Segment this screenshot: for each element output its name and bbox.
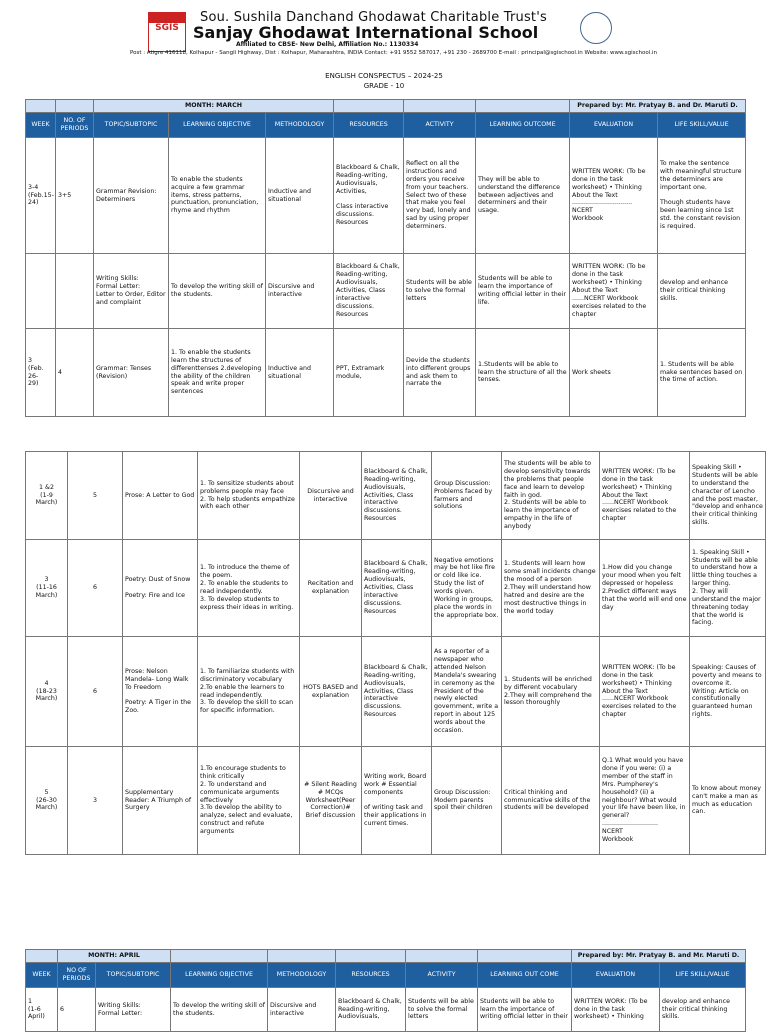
table-row [26, 452, 766, 540]
table-cell: Students will be able to learn the importance of writing official letter in their [478, 988, 572, 1032]
table-cell: Writing Skills: Formal Letter: [96, 988, 171, 1032]
table-cell: 3 [68, 747, 123, 855]
column-header: TOPIC/SUBTOPIC [96, 963, 171, 988]
doc-grade: GRADE - 10 [363, 82, 405, 90]
table-cell: The students will be able to develop sensitivity towards the problems that people face and learn to develop faith in god. 2. Students will be able to learn the importance of empathy in the life of anybody [502, 452, 600, 540]
table-cell: 1.How did you change your mood when you felt depressed or hopeless 2.Predict different ways that the world will end one day [600, 540, 690, 637]
table-cell: 1. To enable the students learn the structures of differenttenses 2.developing the ability of the children speak and write proper sentences [169, 329, 266, 417]
column-header: ACTIVITY [406, 963, 478, 988]
table-cell: To enable the students acquire a few grammar items, stress patterns, punctuation, pronunciation, rhyme and rhythm [169, 138, 266, 254]
table-cell: Q.1 What would you have done if you were: (i) a member of the staff in Mrs. Pumpherey's household? (ii) a neighbour? What would your life have been like, in general? ............................ NCERT Workbook [600, 747, 690, 855]
table-cell: 6 [58, 988, 96, 1032]
table-cell: Devide the students into different groups and ask them to narrate the [404, 329, 476, 417]
school-logo: SGIS [148, 12, 186, 52]
table-cell: 1 (1-6 April) [26, 988, 58, 1032]
column-header: TOPIC/SUBTOPIC [94, 113, 169, 138]
table-cell: 4 [56, 329, 94, 417]
table-cell: WRITTEN WORK: (To be done in the task worksheet) • Thinking [572, 988, 660, 1032]
month-label-april: MONTH: APRIL [58, 950, 171, 963]
column-header: METHODOLOGY [266, 113, 334, 138]
table-cell: 1. Students will be enriched by different vocabulary 2.They will comprehend the lesson thoroughly [502, 637, 600, 747]
table-cell: Poetry: Dust of Snow Poetry: Fire and Ice [123, 540, 198, 637]
table-cell: Discursive and interactive [266, 254, 334, 329]
column-header: LEARNING OUTCOME [476, 113, 570, 138]
table-cell: develop and enhance their critical thinking skills. [658, 254, 746, 329]
table-cell: 5 [68, 452, 123, 540]
table-cell: Blackboard & Chalk, Reading-writing, Audiovisuals, Activities, Class interactive discussions. Resources [362, 637, 432, 747]
table-row [26, 254, 746, 329]
table-cell: Grammar Revision: Determiners [94, 138, 169, 254]
column-header: LIFE SKILL/VALUE [658, 113, 746, 138]
table-cell: # Silent Reading # MCQs Worksheet(Peer Correction)# Brief discussion [300, 747, 362, 855]
table-cell: 1. Speaking Skill • Students will be able to understand how a little thing touches a larger thing. 2. They will understand the major threatening today that the world is facing. [690, 540, 766, 637]
prepared-by-april: Prepared by: Mr. Pratyay B. and Mr. Maruti D. [572, 950, 746, 963]
table-cell: Discursive and interactive [300, 452, 362, 540]
table-cell: 1. To sensitize students about problems people may face 2. To help students empathize with each other [198, 452, 300, 540]
table-cell: Critical thinking and communicative skills of the students will be developed [502, 747, 600, 855]
table-cell: Speaking: Causes of poverty and means to overcome it. Writing: Article on constitutionally guaranteed human rights. [690, 637, 766, 747]
table-cell: To know about money can't make a man as much as education can. [690, 747, 766, 855]
contact-line: Post : Atigre 416118, Kolhapur - Sangli Highway, Dist : Kolhapur, Maharashtra, INDIA Contact: +91 9552 587017, +91 230 - 2689700 E-mail : principal@sgischool.in Website: www.sgischool.in [130, 50, 658, 56]
cbse-emblem-icon [580, 12, 612, 44]
table-cell: Writing work, Board work # Essential components of writing task and their applications in current times. [362, 747, 432, 855]
table-cell: Group Discussion: Problems faced by farmers and solutions [432, 452, 502, 540]
column-header: ACTIVITY [404, 113, 476, 138]
column-header: RESOURCES [336, 963, 406, 988]
table-cell: 4 (18-23 March) [26, 637, 68, 747]
table-cell: Grammar: Tenses (Revision) [94, 329, 169, 417]
table-cell: Negative emotions may be hot like fire or cold like ice. Study the list of words given. Working in groups, place the words in the appropriate box. [432, 540, 502, 637]
table-cell: Inductive and situational [266, 138, 334, 254]
table-cell: 6 [68, 637, 123, 747]
table-row [26, 637, 766, 747]
table-cell: 6 [68, 540, 123, 637]
table-cell: Speaking Skill • Students will be able to understand the character of Lencho and the post master, "develop and enhance their critical thinking skills. [690, 452, 766, 540]
doc-title: ENGLISH CONSPECTUS – 2024-25 [325, 72, 443, 80]
column-header: NO. OF PERIODS [56, 113, 94, 138]
table-cell: develop and enhance their critical thinking skills. [660, 988, 746, 1032]
table-cell: Inductive and situational [266, 329, 334, 417]
prepared-by: Prepared by: Mr. Pratyay B. and Dr. Maruti D. [570, 100, 746, 113]
table-cell: To develop the writing skill of the students. [171, 988, 268, 1032]
table-cell: Blackboard & Chalk, Reading-writing, Audiovisuals, Activities, Class interactive discussions. Resources [362, 540, 432, 637]
table-cell: Blackboard & Chalk, Reading-writing, Audiovisuals, Activities, Class interactive discussions. Resources [334, 138, 404, 254]
table-cell: 3 (11-16 March) [26, 540, 68, 637]
school-header [130, 10, 658, 56]
table-cell: Students will be able to solve the formal letters [404, 254, 476, 329]
table-cell: 3+5 [56, 138, 94, 254]
table-row [26, 988, 746, 1032]
table-cell [26, 254, 56, 329]
table-row [26, 329, 746, 417]
column-header: WEEK [26, 963, 58, 988]
april-plan-table [25, 949, 746, 1032]
table-cell: Work sheets [570, 329, 658, 417]
table-cell: Blackboard & Chalk, Reading-writing, Audiovisuals, Activities, Class interactive discussions. Resources [362, 452, 432, 540]
affiliation: Affiliated to CBSE- New Delhi, Affiliation No.: 1130334 [236, 41, 419, 48]
table-cell: Reflect on all the instructions and orders you receive from your teachers. Select two of these that make you feel very bad, lonely and sad by using proper determiners. [404, 138, 476, 254]
table-cell: They will be able to understand the difference between adjectives and determiners and their usage. [476, 138, 570, 254]
table-row [26, 747, 766, 855]
table-cell: 5 (26-30 March) [26, 747, 68, 855]
column-header: LEARNING OUT COME [478, 963, 572, 988]
table-cell: WRITTEN WORK: (To be done in the task worksheet) • Thinking About the Text ......NCERT Workbook exercises related to the chapter [600, 452, 690, 540]
table-cell: WRITTEN WORK: (To be done in the task worksheet) • Thinking About the Text ......NCERT Workbook exercises related to the chapter [600, 637, 690, 747]
table-cell: 1 &2 (1-9 March) [26, 452, 68, 540]
column-header: RESOURCES [334, 113, 404, 138]
table-cell: 3 (Feb. 26- 29) [26, 329, 56, 417]
column-header: METHODOLOGY [268, 963, 336, 988]
table-cell: Group Discussion: Modern parents spoil their children [432, 747, 502, 855]
march-plan-table-cont [25, 451, 766, 855]
table-cell: PPT, Extramark module, [334, 329, 404, 417]
table-cell: 1. To introduce the theme of the poem. 2. To enable the students to read independently. 3. To develop students to express their ideas in writing. [198, 540, 300, 637]
table-cell: Writing Skills: Formal Letter: Letter to Order, Editor and complaint [94, 254, 169, 329]
column-header: EVALUATION [572, 963, 660, 988]
table-cell: Prose: A Letter to God [123, 452, 198, 540]
table-cell: Prose: Nelson Mandela- Long Walk To Freedom Poetry: A Tiger in the Zoo. [123, 637, 198, 747]
column-header: EVALUATION [570, 113, 658, 138]
table-cell: 1.To encourage students to think critically 2. To understand and communicate arguments effectively 3.To develop the ability to analyze, select and evaluate, construct and refute arguments [198, 747, 300, 855]
march-plan-table [25, 99, 746, 417]
table-cell: Blackboard & Chalk, Reading-writing, Audiovisuals, Activities, Class interactive discussions. Resources [334, 254, 404, 329]
table-cell: 1. Students will learn how some small incidents change the mood of a person 2.They will understand how hatred and desire are the most destructive things in the world today [502, 540, 600, 637]
table-cell: 1. Students will be able make sentences based on the time of action. [658, 329, 746, 417]
table-cell: WRITTEN WORK: (To be done in the task worksheet) • Thinking About the Text .............................. NCERT Workbook [570, 138, 658, 254]
table-cell: As a reporter of a newspaper who attended Nelson Mandela's swearing in ceremony as the President of the newly elected government, write a report in about 125 words about the occasion. [432, 637, 502, 747]
table-cell: Recitation and explanation [300, 540, 362, 637]
table-cell: 3-4 (Feb.15- 24) [26, 138, 56, 254]
table-cell: 1. To familiarize students with discriminatory vocabulary 2.To enable the learners to read independently. 3. To develop the skill to scan for specific information. [198, 637, 300, 747]
school-name: Sanjay Ghodawat International School [193, 23, 539, 42]
table-cell: Students will be able to learn the importance of writing official letter in their life. [476, 254, 570, 329]
table-cell: To develop the writing skill of the students. [169, 254, 266, 329]
column-header: LEARNING OBJECTIVE [171, 963, 268, 988]
table-cell: Students will be able to solve the formal letters [406, 988, 478, 1032]
trust-name: Sou. Sushila Danchand Ghodawat Charitable Trust's [200, 10, 547, 25]
table-cell: HOTS BASED and explanation [300, 637, 362, 747]
table-cell: Discursive and interactive [268, 988, 336, 1032]
month-label: MONTH: MARCH [94, 100, 334, 113]
table-cell: Blackboard & Chalk, Reading-writing, Audiovisuals, [336, 988, 406, 1032]
table-cell: 1.Students will be able to learn the structure of all the tenses. [476, 329, 570, 417]
table-cell [56, 254, 94, 329]
table-cell: Supplementary Reader: A Triumph of Surgery [123, 747, 198, 855]
table-row [26, 540, 766, 637]
column-header: LIFE SKILL/VALUE [660, 963, 746, 988]
table-cell: To make the sentence with meaningful structure the determiners are important one. Though students have been learning since 1st std. the constant revision is required. [658, 138, 746, 254]
column-header: LEARNING OBJECTIVE [169, 113, 266, 138]
column-header: WEEK [26, 113, 56, 138]
table-cell: WRITTEN WORK: (To be done in the task worksheet) • Thinking About the Text ......NCERT Workbook exercises related to the chapter [570, 254, 658, 329]
column-header: NO OF PERIODS [58, 963, 96, 988]
table-row [26, 138, 746, 254]
